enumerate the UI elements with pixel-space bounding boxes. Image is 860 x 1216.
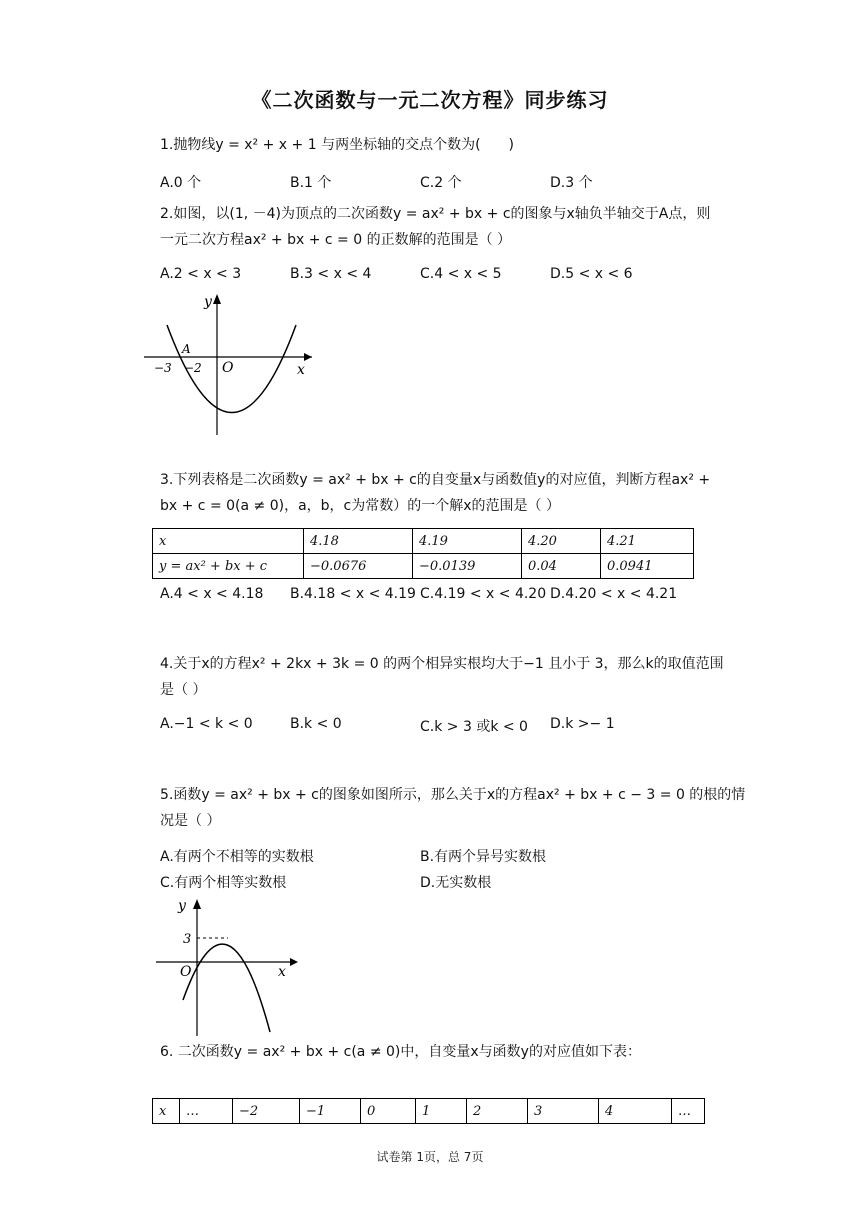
q2-graph-tick-minus2: −2 — [184, 361, 202, 375]
q5-graph-origin-label: O — [180, 964, 192, 980]
q5-graph-y-label: y — [178, 898, 186, 914]
q2-stem-line2: 一元二次方程ax² + bx + c = 0 的正数解的范围是（ ） — [160, 232, 512, 248]
q2-graph-origin-label: O — [222, 360, 234, 376]
page-footer: 试卷第 1页，总 7页 — [376, 1150, 484, 1164]
table-cell: −2 — [233, 1099, 300, 1124]
q4-stem-line2: 是（ ） — [160, 682, 207, 698]
table-cell: 0.04 — [522, 554, 601, 579]
q5-graph-x-label: x — [278, 964, 286, 980]
table-row — [153, 1099, 705, 1124]
table-cell: 4.18 — [304, 529, 413, 554]
table-cell: −0.0139 — [413, 554, 522, 579]
page-title: 《二次函数与一元二次方程》同步练习 — [251, 88, 609, 112]
q5-option-a: A.有两个不相等的实数根 — [160, 849, 314, 865]
q2-option-b: B.3 < x < 4 — [290, 266, 372, 282]
q2-option-a: A.2 < x < 3 — [160, 266, 242, 282]
q2-graph-x-label: x — [297, 362, 305, 378]
table-cell: x — [153, 529, 304, 554]
q1-option-c: C.2 个 — [420, 175, 462, 191]
table-cell: 0.0941 — [601, 554, 694, 579]
q1-stem: 1.抛物线y = x² + x + 1 与两坐标轴的交点个数为( ) — [160, 137, 514, 153]
q5-option-d: D.无实数根 — [420, 875, 492, 891]
q5-stem-line2: 况是（ ） — [160, 813, 221, 829]
q1-option-b: B.1 个 — [290, 175, 332, 191]
q2-parabola-graph — [140, 290, 320, 440]
table-cell: … — [672, 1099, 705, 1124]
table-cell: 4.21 — [601, 529, 694, 554]
table-cell: … — [180, 1099, 233, 1124]
q2-graph-tick-minus3: −3 — [154, 361, 172, 375]
q1-option-a: A.0 个 — [160, 175, 202, 191]
table-cell: 3 — [528, 1099, 599, 1124]
q3-option-b: B.4.18 < x < 4.19 — [290, 586, 416, 602]
table-row — [153, 529, 694, 554]
table-cell: x — [153, 1099, 180, 1124]
q1-option-d: D.3 个 — [550, 175, 593, 191]
q5-parabola-graph — [150, 894, 310, 1039]
q4-stem-line1: 4.关于x的方程x² + 2kx + 3k = 0 的两个相异实根均大于−1 且小于 3，那么k的取值范围 — [160, 656, 724, 672]
q4-option-a: A.−1 < k < 0 — [160, 716, 253, 732]
table-cell: 0 — [361, 1099, 416, 1124]
q6-value-table — [152, 1098, 705, 1124]
q5-graph-three-label: 3 — [183, 932, 192, 947]
q4-option-d: D.k >− 1 — [550, 716, 615, 732]
table-cell: −1 — [300, 1099, 361, 1124]
table-cell: 4.20 — [522, 529, 601, 554]
q5-option-b: B.有两个异号实数根 — [420, 849, 547, 865]
q2-option-d: D.5 < x < 6 — [550, 266, 633, 282]
q3-option-d: D.4.20 < x < 4.21 — [550, 586, 678, 602]
table-cell: 4 — [599, 1099, 672, 1124]
table-cell: 1 — [416, 1099, 467, 1124]
q2-graph-point-a-label: A — [182, 342, 191, 356]
q5-option-c: C.有两个相等实数根 — [160, 875, 287, 891]
table-cell: −0.0676 — [304, 554, 413, 579]
q3-value-table — [152, 528, 694, 579]
table-cell: y = ax² + bx + c — [153, 554, 304, 579]
table-cell: 4.19 — [413, 529, 522, 554]
q6-stem: 6. 二次函数y = ax² + bx + c(a ≠ 0)中，自变量x与函数y的对应值如下表： — [160, 1044, 641, 1060]
q2-stem-line1: 2.如图，以(1, －4)为顶点的二次函数y = ax² + bx + c的图象与x轴负半轴交于A点，则 — [160, 206, 711, 222]
table-row — [153, 554, 694, 579]
q3-option-a: A.4 < x < 4.18 — [160, 586, 264, 602]
q3-stem-line2: bx + c = 0(a ≠ 0)，a，b，c为常数）的一个解x的范围是（ ） — [160, 498, 560, 514]
q3-stem-line1: 3.下列表格是二次函数y = ax² + bx + c的自变量x与函数值y的对应值，判断方程ax² + — [160, 472, 711, 488]
q4-option-b: B.k < 0 — [290, 716, 342, 732]
q3-option-c: C.4.19 < x < 4.20 — [420, 586, 547, 602]
q2-graph-y-label: y — [204, 294, 212, 310]
table-cell: 2 — [467, 1099, 528, 1124]
q5-stem-line1: 5.函数y = ax² + bx + c的图象如图所示，那么关于x的方程ax² + bx + c − 3 = 0 的根的情 — [160, 787, 746, 803]
q4-option-c: C.k > 3 或k < 0 — [420, 719, 528, 735]
q2-option-c: C.4 < x < 5 — [420, 266, 502, 282]
